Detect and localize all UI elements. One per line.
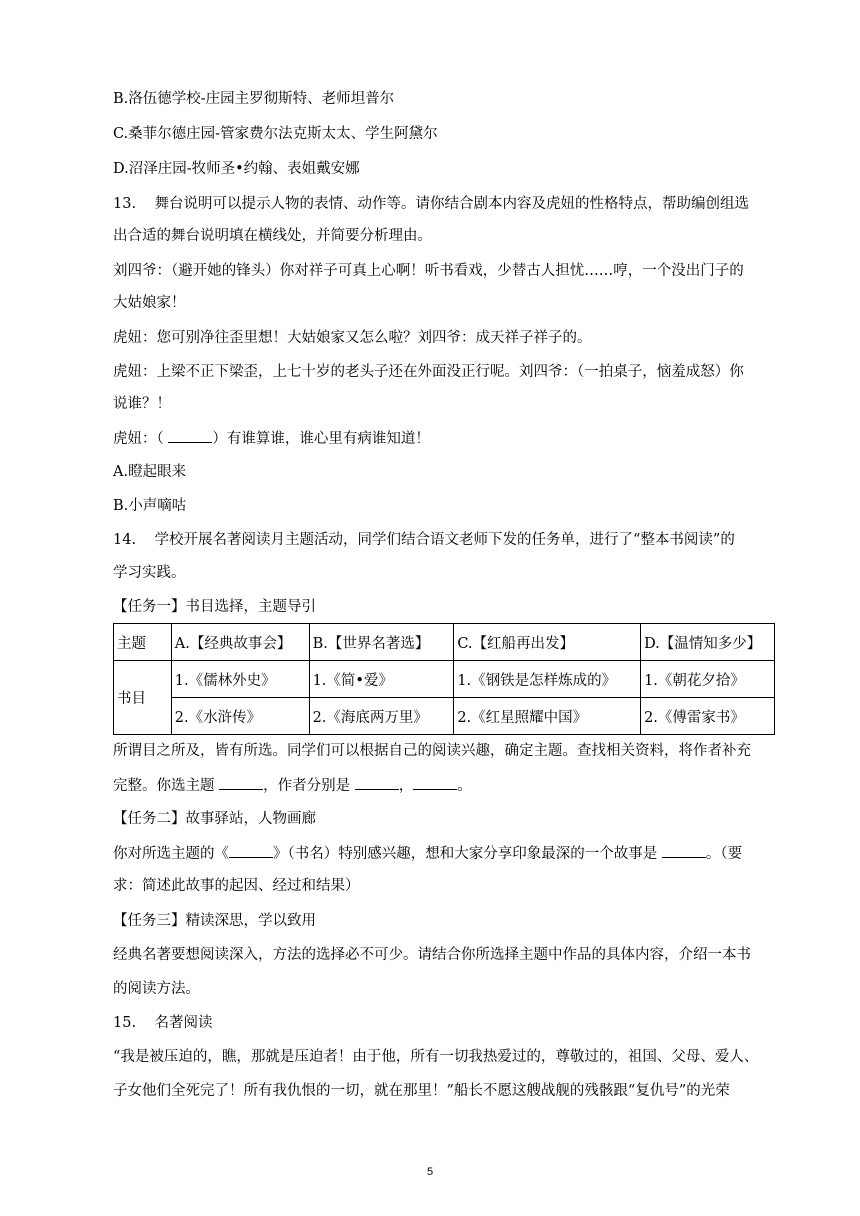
q14-number: 14. [113,532,137,548]
q14-stem-line1: 14. 学校开展名著阅读月主题活动，同学们结合语文老师下发的任务单，进行了“整本书阅读”的 [113,532,735,548]
q13-stem-line2: 出合适的舞台说明填在横线处，并简要分析理由。 [113,228,432,244]
table-row [114,661,775,698]
table-row-label: 书目 [114,661,172,735]
q13-stem-line1: 13. 舞台说明可以提示人物的表情、动作等。请你结合剧本内容及虎妞的性格特点，帮助编创组选 [113,196,749,212]
option-c-prev: C.桑菲尔德庄园-管家费尔法克斯太太、学生阿黛尔 [113,126,438,142]
task2-title: 【任务二】故事驿站，人物画廊 [113,811,316,827]
q13-dialog-1b: 大姑娘家！ [113,295,186,311]
option-b-prev: B.洛伍德学校-庄园主罗彻斯特、老师坦普尔 [113,91,395,107]
q15-number: 15. [113,1015,137,1031]
q13-dialog-3a: 虎妞：上梁不正下梁歪，上七十岁的老头子还在外面没正行呢。刘四爷：（一拍桌子，恼羞成怒）你 [113,364,744,380]
table-header-cell: C.【红船再出发】 [454,624,641,661]
q15-line2: 子女他们全死完了！所有我仇恨的一切，就在那里！”船长不愿这艘战舰的残骸跟“复仇号”的光荣 [113,1083,730,1099]
table-cell: 1.《儒林外史》 [171,661,309,698]
task3-line2: 的阅读方法。 [113,981,200,997]
answer-blank[interactable] [219,775,263,790]
q15-line1: “我是被压迫的，瞧，那就是压迫者！由于他，所有一切我热爱过的，尊敬过的，祖国、父母、爱人、 [113,1049,759,1065]
task1-line1: 所谓目之所及，皆有所选。同学们可以根据自己的阅读兴趣，确定主题。查找相关资料，将作者补充 [113,743,751,759]
table-cell: 2.《傅雷家书》 [641,698,775,735]
task1-line2: 完整。你选主题 ，作者分别是 ， 。 [113,775,472,796]
table-row [114,698,775,735]
table-cell: 1.《钢铁是怎样炼成的》 [454,661,641,698]
table-header-cell: A.【经典故事会】 [171,624,309,661]
table-head-label: 主题 [114,624,172,661]
q14-stem-line2: 学习实践。 [113,565,186,581]
table-cell: 1.《简•爱》 [309,661,454,698]
table-header-row [114,624,775,661]
q13-dialog-3b: 说谁？！ [113,396,171,412]
q13-number: 13. [113,196,137,212]
book-table [113,623,775,735]
table-header-cell: B.【世界名著选】 [309,624,454,661]
table-cell: 2.《红星照耀中国》 [454,698,641,735]
answer-blank[interactable] [413,775,457,790]
task3-line1: 经典名著要想阅读深入，方法的选择必不可少。请结合你所选择主题中作品的具体内容，介绍一本书 [113,947,751,963]
page-number: 5 [426,1166,434,1178]
task1-title: 【任务一】书目选择，主题导引 [113,599,316,615]
q13-dialog-2: 虎妞：您可别净往歪里想！大姑娘家又怎么啦？刘四爷：成天祥子祥子的。 [113,330,592,346]
task2-line2: 求：简述此故事的起因、经过和结果） [113,878,360,894]
answer-blank[interactable] [355,775,399,790]
q15-title-line: 15. 名著阅读 [113,1015,213,1031]
table-header-cell: D.【温情知多少】 [641,624,775,661]
table-cell: 2.《海底两万里》 [309,698,454,735]
task2-line1: 你对所选主题的《 》（书名）特别感兴趣，想和大家分享印象最深的一个故事是 。（要 [113,843,742,864]
answer-blank[interactable] [229,843,273,858]
table-cell: 1.《朝花夕拾》 [641,661,775,698]
q13-dialog-4: 虎妞：（ ）有谁算谁，谁心里有病谁知道！ [113,428,430,449]
table-cell: 2.《水浒传》 [171,698,309,735]
task3-title: 【任务三】精读深思，学以致用 [113,913,316,929]
answer-blank[interactable] [662,843,706,858]
q13-option-b: B.小声嘀咕 [113,498,187,514]
answer-blank[interactable] [168,428,212,443]
q13-option-a: A.瞪起眼来 [113,464,187,480]
q13-dialog-1a: 刘四爷：（避开她的锋头）你对祥子可真上心啊！听书看戏，少替古人担忧……哼，一个没出门子的 [113,263,744,279]
option-d-prev: D.沼泽庄园-牧师圣•约翰、表姐戴安娜 [113,161,360,177]
